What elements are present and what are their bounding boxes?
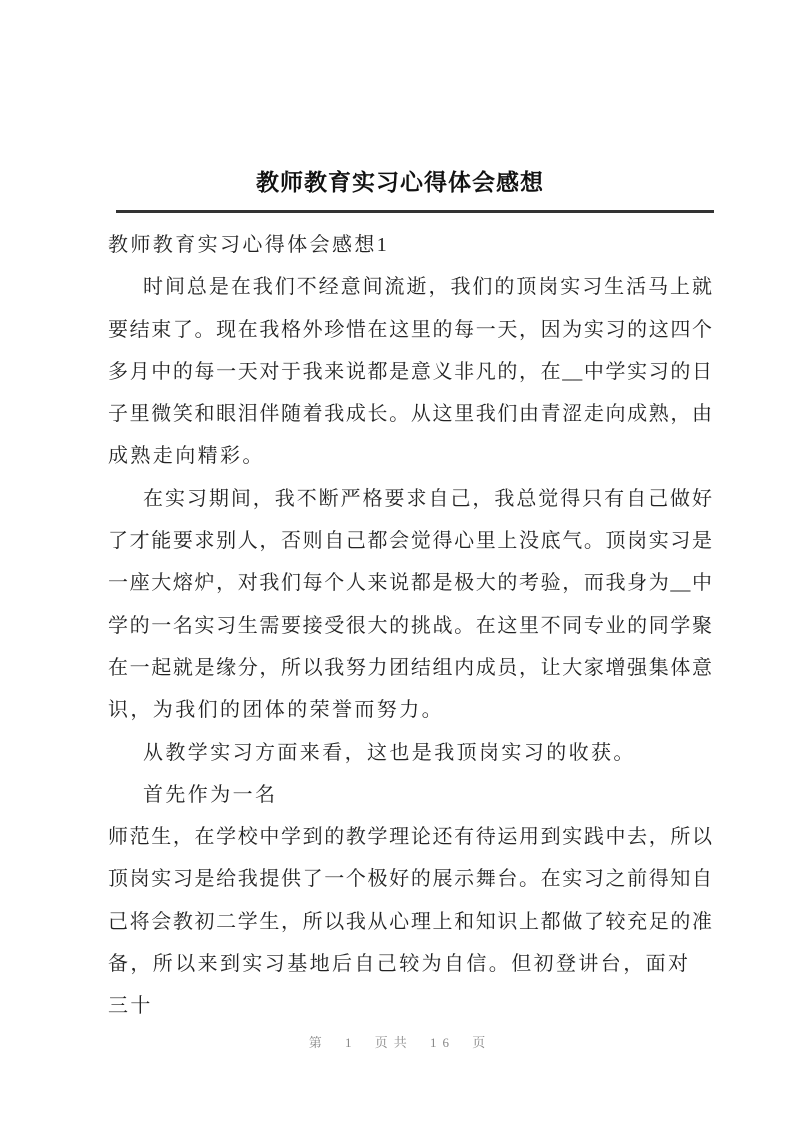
paragraph-line: 要结束了。现在我格外珍惜在这里的每一天，因为实习的这四个 — [108, 318, 712, 341]
paragraph-line: 首先作为一名 — [143, 783, 278, 806]
paragraph-line: 一座大熔炉，对我们每个人来说都是极大的考验，而我身为__中 — [108, 572, 712, 595]
paragraph-line: 师范生，在学校中学到的教学理论还有待运用到实践中去，所以 — [108, 826, 712, 849]
paragraph-line: 时间总是在我们不经意间流逝，我们的顶岗实习生活马上就 — [143, 276, 712, 299]
section-heading: 教师教育实习心得体会感想1 — [108, 234, 390, 256]
paragraph-line: 备，所以来到实习基地后自己较为自信。但初登讲台，面对三十 — [108, 953, 691, 1018]
document-body — [108, 224, 712, 1028]
paragraph-line: 识，为我们的团体的荣誉而努力。 — [108, 699, 444, 722]
paragraph-line: 子里微笑和眼泪伴随着我成长。从这里我们由青涩走向成熟，由 — [108, 403, 712, 426]
paragraph-line: 多月中的每一天对于我来说都是意义非凡的，在__中学实习的日 — [108, 360, 712, 383]
document-title: 教师教育实习心得体会感想 — [256, 170, 544, 195]
paragraph-line: 学的一名实习生需要接受很大的挑战。在这里不同专业的同学聚 — [108, 614, 712, 637]
title-divider — [116, 210, 714, 213]
paragraph-line: 成熟走向精彩。 — [108, 445, 265, 468]
page-footer: 第 1 页共 16 页 — [308, 1035, 492, 1050]
paragraph-line: 顶岗实习是给我提供了一个极好的展示舞台。在实习之前得知自 — [108, 868, 712, 891]
paragraph-line: 己将会教初二学生，所以我从心理上和知识上都做了较充足的准 — [108, 910, 712, 933]
paragraph-line: 在一起就是缘分，所以我努力团结组内成员，让大家增强集体意 — [108, 656, 712, 679]
paragraph-line: 从教学实习方面来看，这也是我顶岗实习的收获。 — [143, 741, 636, 764]
paragraph-line: 了才能要求别人，否则自己都会觉得心里上没底气。顶岗实习是 — [108, 530, 712, 553]
paragraph-line: 在实习期间，我不断严格要求自己，我总觉得只有自己做好 — [143, 487, 712, 510]
